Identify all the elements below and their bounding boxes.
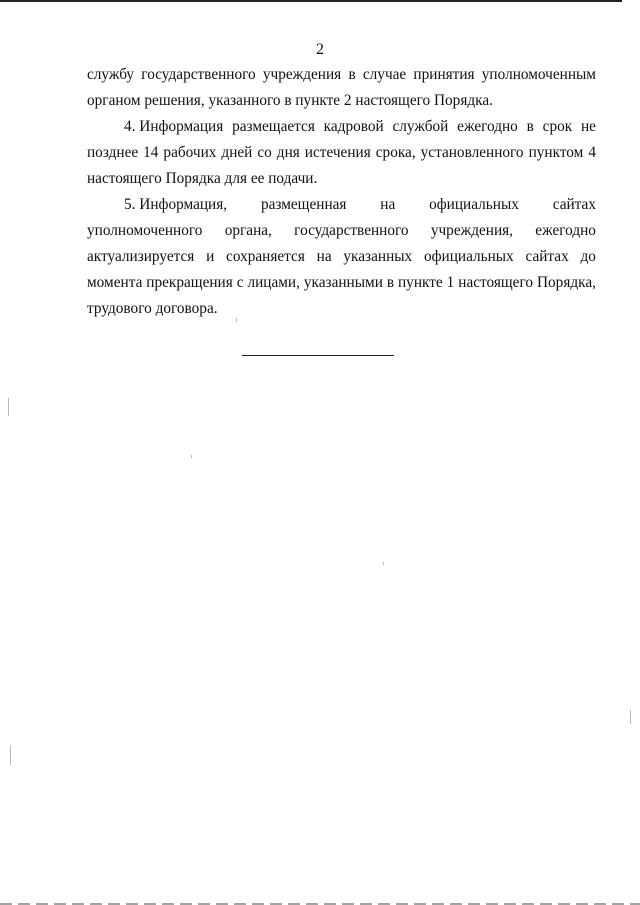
paragraph-1-line-2: органом решения, указанного в пункте 2 настоящего Порядка. bbox=[87, 92, 493, 109]
word: ежегодно bbox=[535, 222, 596, 239]
word: не bbox=[580, 118, 596, 135]
word: позднее bbox=[87, 144, 139, 161]
word: прекращения bbox=[146, 274, 233, 291]
word: 5. Информация, bbox=[124, 196, 228, 213]
paragraph-5-line-3 bbox=[87, 247, 596, 267]
word: в bbox=[348, 66, 356, 83]
word: официальных bbox=[429, 196, 519, 213]
word: принятия bbox=[413, 66, 475, 83]
word: кадровой bbox=[323, 118, 384, 135]
scan-speck bbox=[10, 745, 11, 765]
word: рабочих bbox=[163, 144, 217, 161]
paragraph-5-line-4 bbox=[87, 273, 596, 293]
scan-top-edge bbox=[0, 0, 622, 2]
paragraph-5-line-5: трудового договора. bbox=[87, 300, 218, 317]
paragraph-4-line-3: настоящего Порядка для ее подачи. bbox=[87, 170, 318, 187]
paragraph-5-line-1 bbox=[124, 195, 596, 215]
word: и bbox=[206, 248, 215, 265]
word: случае bbox=[362, 66, 407, 83]
word: официальных bbox=[423, 248, 514, 265]
word: 4. Информация bbox=[124, 118, 224, 135]
scan-speck bbox=[8, 398, 9, 416]
word: сохраняется bbox=[226, 248, 305, 265]
word: пункте bbox=[398, 274, 443, 291]
word: 14 bbox=[143, 144, 159, 161]
word: дней bbox=[221, 144, 253, 161]
word: ежегодно bbox=[457, 118, 518, 135]
scan-speck bbox=[383, 562, 384, 565]
word: Порядка, bbox=[536, 274, 596, 291]
word: в bbox=[526, 118, 534, 135]
word: сайтах bbox=[525, 248, 569, 265]
word: истечения bbox=[304, 144, 371, 161]
word: срок bbox=[542, 118, 573, 135]
word: пунктом bbox=[528, 144, 584, 161]
word: размещенная bbox=[260, 196, 347, 213]
word: в bbox=[386, 274, 395, 291]
word: органа, bbox=[224, 222, 272, 239]
word: службу bbox=[87, 66, 135, 83]
word: лицами, bbox=[247, 274, 300, 291]
word: сайтах bbox=[552, 196, 596, 213]
word: до bbox=[580, 248, 596, 265]
word: государственного bbox=[294, 222, 409, 239]
paragraph-4-line-2 bbox=[87, 143, 596, 163]
word: со bbox=[257, 144, 272, 161]
paragraph-4-line-1 bbox=[124, 117, 596, 137]
word: уполномоченным bbox=[481, 66, 596, 83]
word: 1 bbox=[446, 274, 455, 291]
word: дня bbox=[276, 144, 300, 161]
scan-speck bbox=[630, 710, 631, 724]
word: установленного bbox=[420, 144, 524, 161]
word: на bbox=[380, 196, 396, 213]
word: указанных bbox=[343, 248, 413, 265]
word: с bbox=[236, 274, 244, 291]
word: государственного bbox=[141, 66, 256, 83]
word: службой bbox=[392, 118, 449, 135]
word: момента bbox=[87, 274, 143, 291]
separator-line bbox=[242, 355, 394, 356]
word: учреждения bbox=[262, 66, 342, 83]
word: настоящего bbox=[458, 274, 534, 291]
word: указанными bbox=[303, 274, 383, 291]
scan-speck bbox=[236, 318, 237, 322]
word: срока, bbox=[375, 144, 416, 161]
word: уполномоченного bbox=[87, 222, 203, 239]
word: учреждения, bbox=[430, 222, 513, 239]
word: 4 bbox=[588, 144, 596, 161]
word: размещается bbox=[232, 118, 315, 135]
word: актуализируется bbox=[87, 248, 195, 265]
scan-speck bbox=[191, 455, 192, 458]
word: на bbox=[316, 248, 332, 265]
page-number: 2 bbox=[316, 41, 324, 58]
paragraph-1-line-1 bbox=[87, 65, 596, 85]
paragraph-5-line-2 bbox=[87, 221, 596, 241]
